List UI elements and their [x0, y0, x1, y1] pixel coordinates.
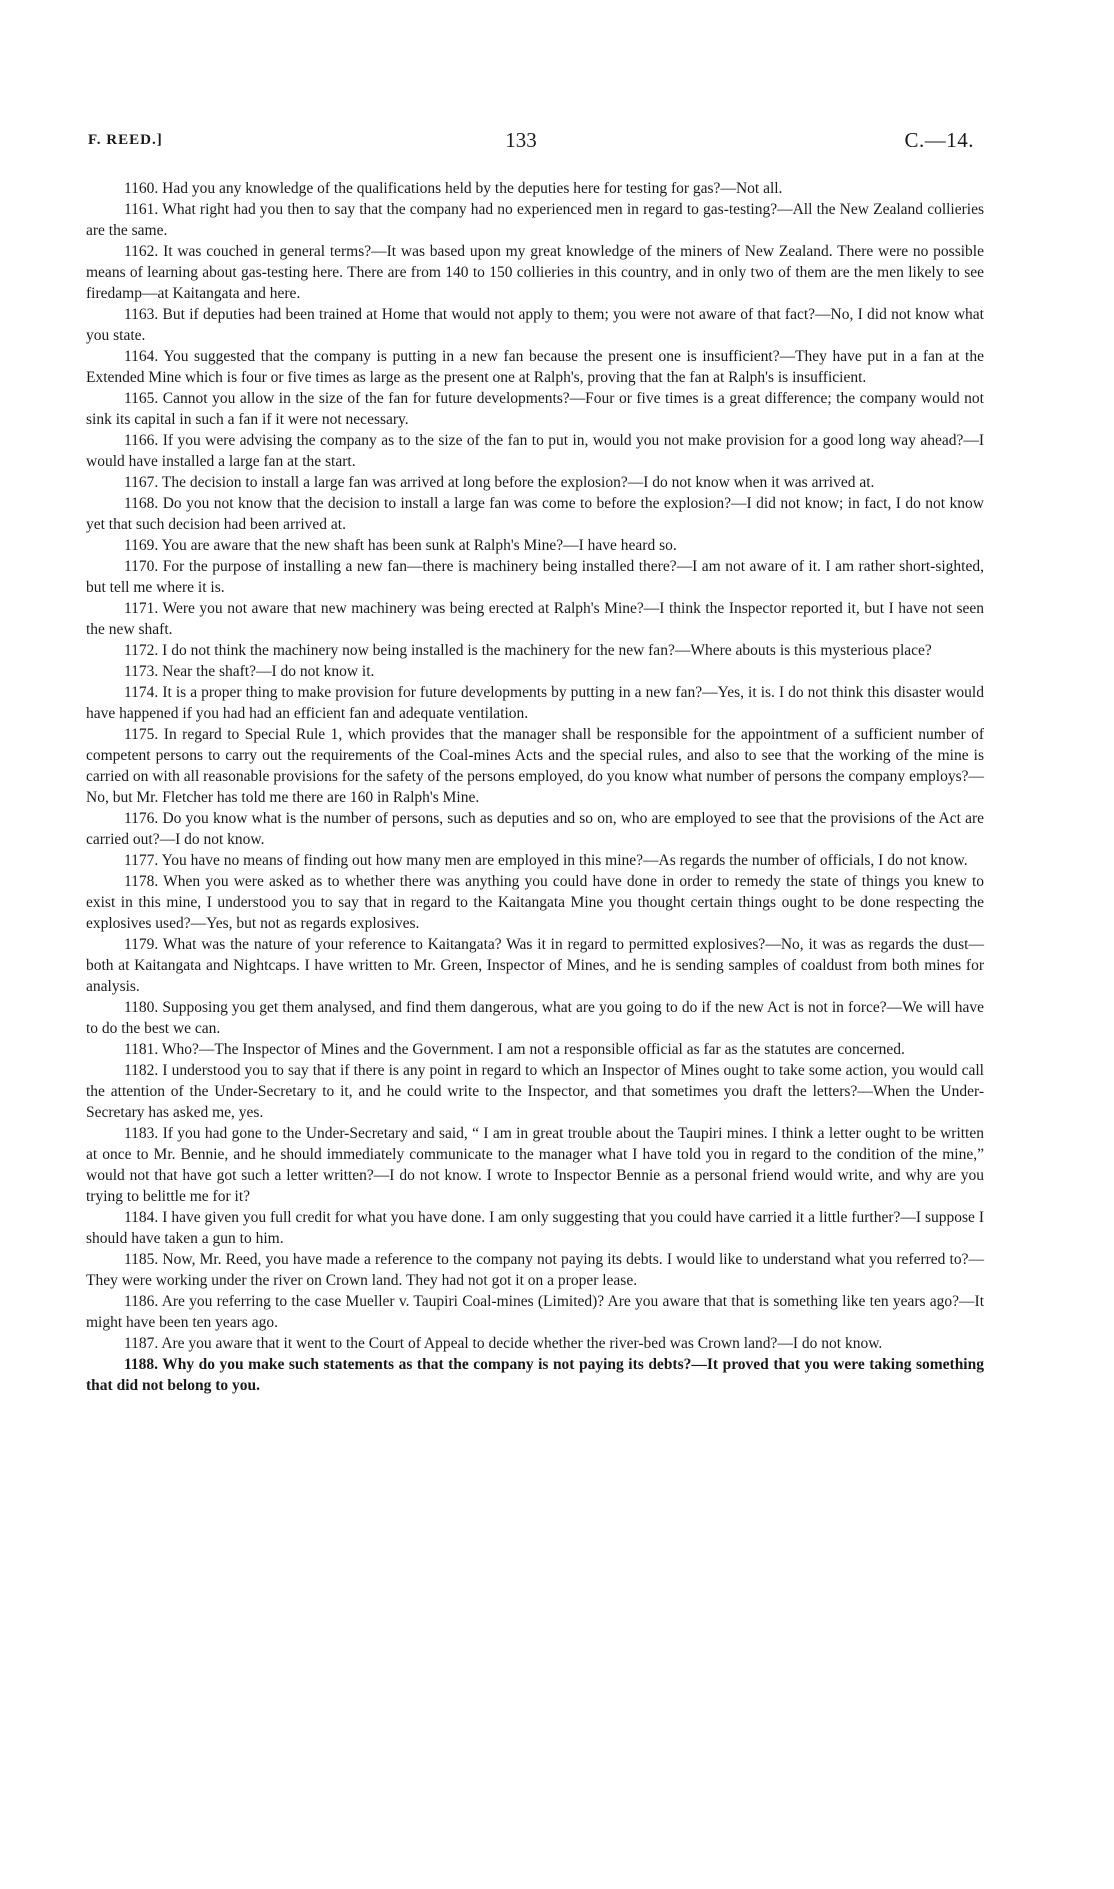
paragraph: 1184. I have given you full credit for what you have done. I am only suggesting that you could have carried it a little further?—I suppose I should have taken a gun to him. — [86, 1209, 984, 1247]
paragraph: 1181. Who?—The Inspector of Mines and the Government. I am not a responsible official as far as the statutes are concerned. — [124, 1041, 905, 1058]
paragraph: 1171. Were you not aware that new machinery was being erected at Ralph's Mine?—I think the Inspector reported it, but I have not seen the new shaft. — [86, 600, 984, 638]
witness-name: F. REED.] — [88, 132, 163, 148]
paragraph: 1172. I do not think the machinery now being installed is the machinery for the new fan?—Where abouts is this mysterious place? — [124, 642, 932, 659]
paragraph: 1183. If you had gone to the Under-Secretary and said, “ I am in great trouble about the Taupiri mines. I think a letter ought to be written at once to Mr. Bennie, and he should immediately communicate to the manager what I have told you in regard to the condition of the mine,” would not that have got such a letter written?—I do not know. I wrote to Inspector Bennie as a personal friend would write, and why are you trying to belittle me for it? — [86, 1125, 984, 1205]
page-header — [88, 128, 974, 160]
paragraph: 1173. Near the shaft?—I do not know it. — [124, 663, 375, 680]
paragraph: 1165. Cannot you allow in the size of the fan for future developments?—Four or five times is a great difference; the company would not sink its capital in such a fan if it were not necessary. — [86, 390, 984, 428]
paragraph: 1178. When you were asked as to whether there was anything you could have done in order to remedy the state of things you knew to exist in this mine, I understood you to say that in regard to the Kaitangata Mine you thought certain things ought to be done respecting the explosives used?—Yes, but not as regards explosives. — [86, 873, 984, 932]
paragraph: 1163. But if deputies had been trained at Home that would not apply to them; you were not aware of that fact?—No, I did not know what you state. — [86, 306, 984, 344]
paragraph: 1185. Now, Mr. Reed, you have made a reference to the company not paying its debts. I would like to understand what you referred to?—They were working under the river on Crown land. They had not got it on a proper lease. — [86, 1251, 984, 1289]
paragraph: 1169. You are aware that the new shaft has been sunk at Ralph's Mine?—I have heard so. — [124, 537, 677, 554]
paper-reference: C.—14. — [904, 128, 974, 152]
paragraph: 1161. What right had you then to say that the company had no experienced men in regard to gas-testing?—All the New Zealand collieries are the same. — [86, 201, 984, 239]
page-number: 133 — [505, 128, 537, 152]
testimony-body — [86, 178, 984, 1396]
paragraph: 1167. The decision to install a large fan was arrived at long before the explosion?—I do not know when it was arrived at. — [124, 474, 875, 491]
paragraph: 1186. Are you referring to the case Mueller v. Taupiri Coal-mines (Limited)? Are you aware that that is something like ten years ago?—It might have been ten years ago. — [86, 1293, 984, 1331]
paragraph: 1177. You have no means of finding out how many men are employed in this mine?—As regards the number of officials, I do not know. — [124, 852, 968, 869]
paragraph: 1188. Why do you make such statements as that the company is not paying its debts?—It proved that you were taking something that did not belong to you. — [86, 1356, 984, 1394]
paragraph: 1176. Do you know what is the number of persons, such as deputies and so on, who are employed to see that the provisions of the Act are carried out?—I do not know. — [86, 810, 984, 848]
paragraph: 1179. What was the nature of your reference to Kaitangata? Was it in regard to permitted explosives?—No, it was as regards the dust—both at Kaitangata and Nightcaps. I have written to Mr. Green, Inspector of Mines, and he is sending samples of coaldust from both mines for analysis. — [86, 936, 984, 995]
paragraph: 1162. It was couched in general terms?—It was based upon my great knowledge of the miners of New Zealand. There were no possible means of learning about gas-testing here. There are from 140 to 150 collieries in this country, and in only two of them are the men likely to see firedamp—at Kaitangata and here. — [86, 243, 984, 302]
paragraph: 1164. You suggested that the company is putting in a new fan because the present one is insufficient?—They have put in a fan at the Extended Mine which is four or five times as large as the present one at Ralph's, proving that the fan at Ralph's is insufficient. — [86, 348, 984, 386]
paragraph: 1168. Do you not know that the decision to install a large fan was come to before the explosion?—I did not know; in fact, I do not know yet that such decision had been arrived at. — [86, 495, 984, 533]
paragraph: 1182. I understood you to say that if there is any point in regard to which an Inspector of Mines ought to take some action, you would call the attention of the Under-Secretary to it, and he could write to the Inspector, and that sometimes you draft the letters?—When the Under-Secretary has asked me, yes. — [86, 1062, 984, 1121]
paragraph: 1166. If you were advising the company as to the size of the fan to put in, would you not make provision for a good long way ahead?—I would have installed a large fan at the start. — [86, 432, 984, 470]
paragraph: 1174. It is a proper thing to make provision for future developments by putting in a new fan?—Yes, it is. I do not think this disaster would have happened if you had had an efficient fan and adequate ventilation. — [86, 684, 984, 722]
paragraph: 1187. Are you aware that it went to the Court of Appeal to decide whether the river-bed was Crown land?—I do not know. — [124, 1335, 883, 1352]
paragraph: 1180. Supposing you get them analysed, and find them dangerous, what are you going to do if the new Act is not in force?—We will have to do the best we can. — [86, 999, 984, 1037]
paragraph: 1160. Had you any knowledge of the qualifications held by the deputies here for testing for gas?—Not all. — [124, 180, 783, 197]
paragraph: 1170. For the purpose of installing a new fan—there is machinery being installed there?—I am not aware of it. I am rather short-sighted, but tell me where it is. — [86, 558, 984, 596]
paragraph: 1175. In regard to Special Rule 1, which provides that the manager shall be responsible for the appointment of a sufficient number of competent persons to carry out the requirements of the Coal-mines Acts and the special rules, and also to see that the working of the mine is carried on with all reasonable provisions for the safety of the persons employed, do you know what number of persons the company employs?—No, but Mr. Fletcher has told me there are 160 in Ralph's Mine. — [86, 726, 984, 806]
